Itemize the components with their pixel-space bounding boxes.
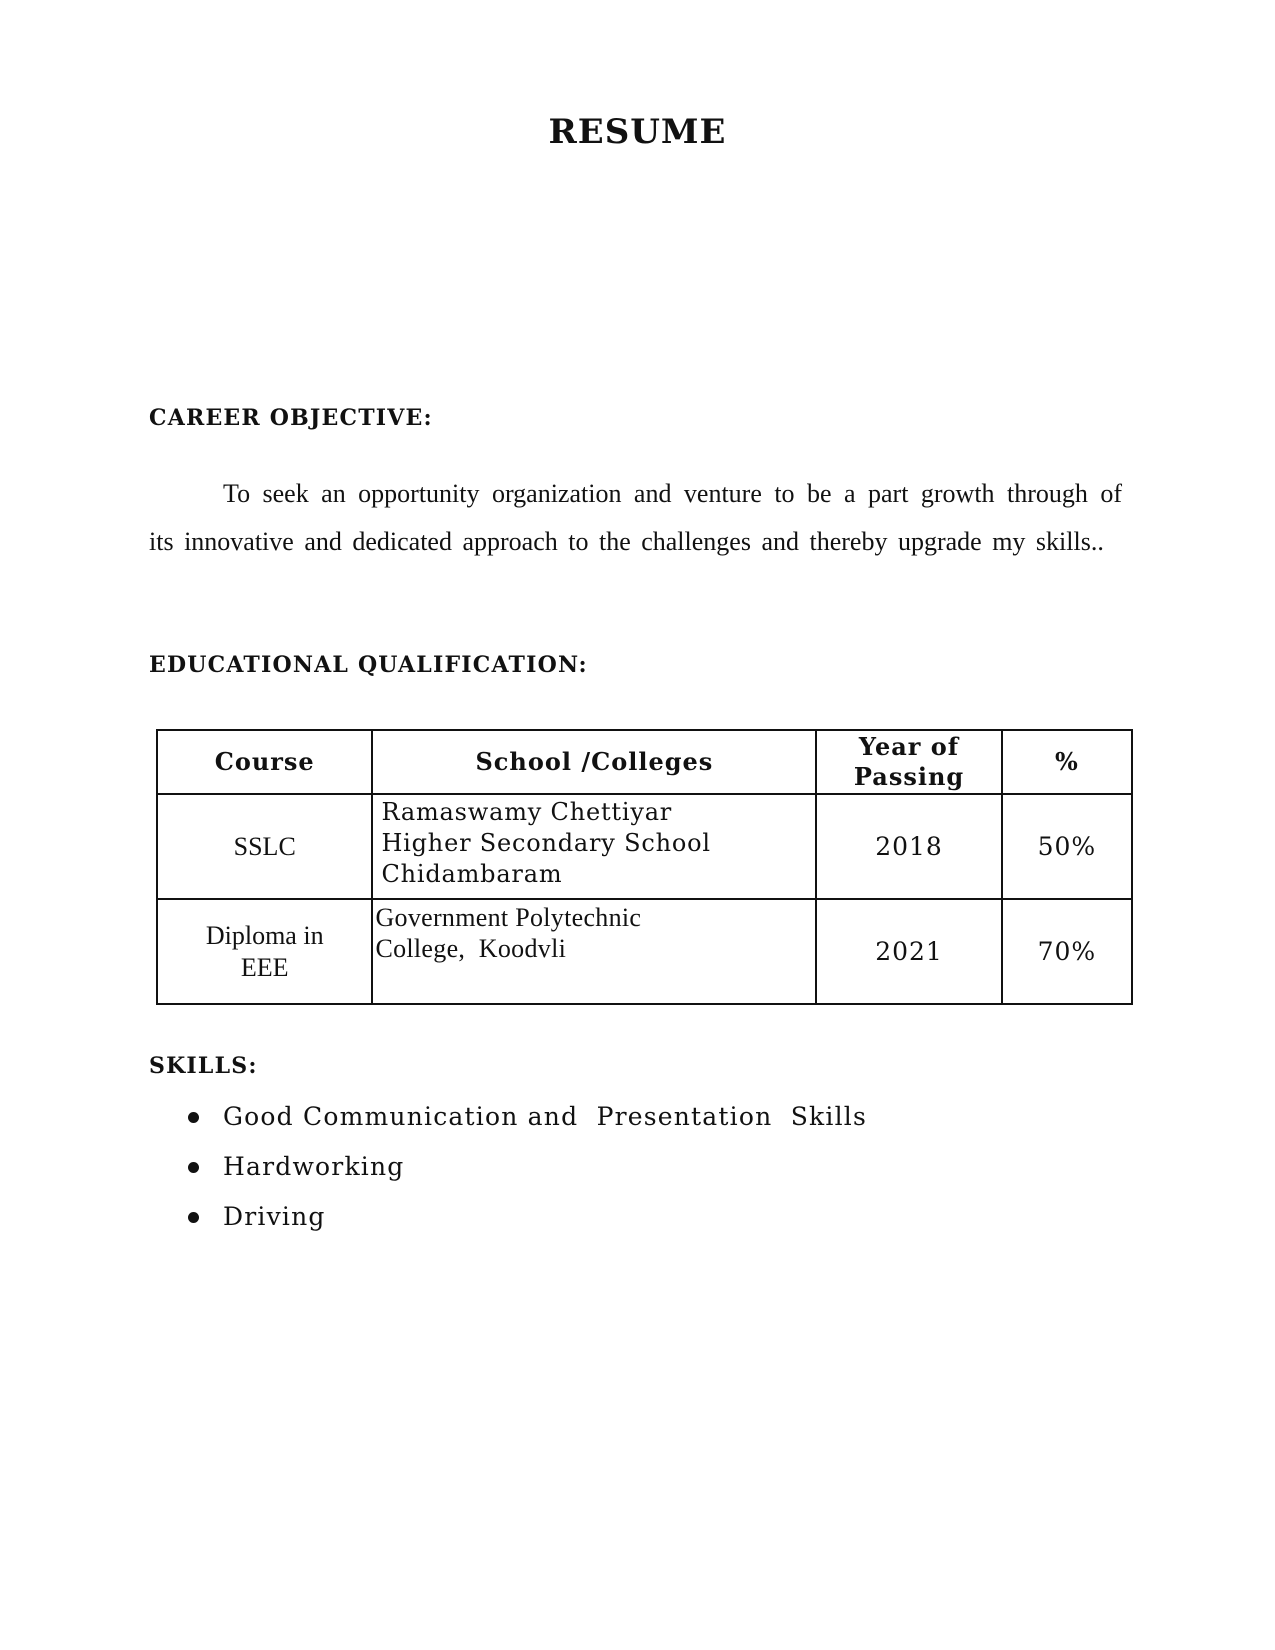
column-header-year-line1: Year of: [858, 732, 960, 761]
column-header-percent: %: [1002, 730, 1132, 794]
career-objective-text: To seek an opportunity organization and venture to be a part growth through of its innovative and dedicated approach to the challenges and thereby upgrade my skills..: [149, 479, 1122, 556]
column-header-year-line2: Passing: [853, 762, 965, 791]
education-heading: EDUCATIONAL QUALIFICATION:: [149, 652, 588, 678]
course-line: Diploma in: [205, 920, 324, 950]
course-cell: SSLC: [157, 794, 372, 899]
career-objective-heading: CAREER OBJECTIVE:: [149, 405, 433, 431]
table-row: [157, 794, 1132, 899]
list-item: [149, 1098, 867, 1148]
skills-list: [149, 1098, 867, 1248]
education-table-header-row: [157, 730, 1132, 794]
year-cell: 2021: [816, 899, 1001, 1004]
year-cell: 2018: [816, 794, 1001, 899]
table-row: [157, 899, 1132, 1004]
skill-text: Driving: [223, 1202, 326, 1231]
bullet-icon: [188, 1212, 199, 1223]
list-item: [149, 1148, 867, 1198]
column-header-school: School /Colleges: [372, 730, 816, 794]
percent-cell: 70%: [1002, 899, 1132, 1004]
column-header-course: Course: [157, 730, 372, 794]
school-cell: [372, 899, 816, 1004]
school-line: Ramaswamy Chettiyar: [381, 798, 673, 826]
skills-heading: SKILLS:: [149, 1053, 258, 1079]
percent-cell: 50%: [1002, 794, 1132, 899]
skill-text: Hardworking: [223, 1152, 405, 1181]
course-cell: [157, 899, 372, 1004]
course-line: EEE: [240, 952, 289, 982]
school-line: Government Polytechnic: [375, 903, 642, 932]
document-title: RESUME: [548, 112, 727, 152]
skill-text: Good Communication and Presentation Skills: [223, 1102, 867, 1131]
school-cell: [372, 794, 816, 899]
school-line: Higher Secondary School: [381, 829, 711, 857]
school-line: College, Koodvli: [375, 934, 567, 963]
list-item: [149, 1198, 867, 1248]
bullet-icon: [188, 1112, 199, 1123]
bullet-icon: [188, 1162, 199, 1173]
column-header-year: [816, 730, 1001, 794]
education-table: [156, 729, 1133, 1005]
school-line: Chidambaram: [381, 860, 563, 888]
